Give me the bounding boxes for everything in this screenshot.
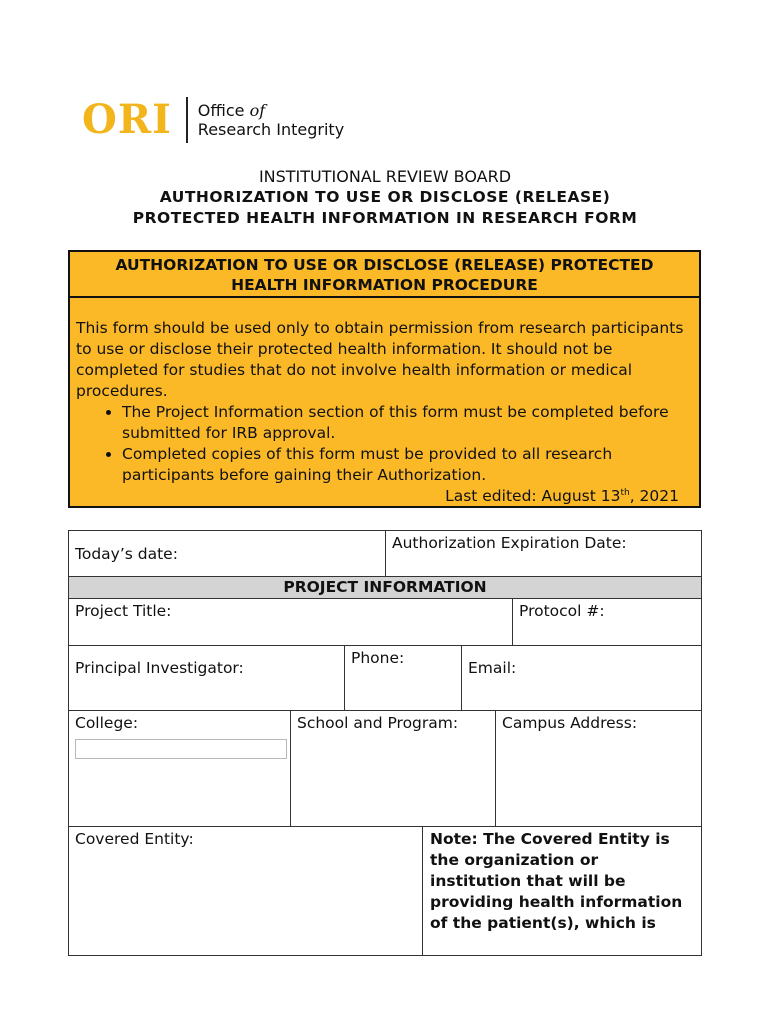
expiration-date-label: Authorization Expiration Date: <box>392 534 627 552</box>
email-field[interactable] <box>461 645 702 711</box>
procedure-box <box>68 250 701 508</box>
project-information-header: PROJECT INFORMATION <box>68 576 702 599</box>
title-board: INSTITUTIONAL REVIEW BOARD <box>258 167 512 186</box>
covered-entity-note <box>422 826 702 956</box>
last-edited-year: , 2021 <box>629 487 679 505</box>
campus-address-field[interactable] <box>495 710 702 827</box>
project-title-field[interactable] <box>68 598 513 646</box>
title-authorization: AUTHORIZATION TO USE OR DISCLOSE (RELEASE) <box>159 188 611 206</box>
campus-address-label: Campus Address: <box>502 714 638 732</box>
document-title <box>0 167 770 229</box>
last-edited-date <box>76 486 693 507</box>
procedure-bullet-2: • Completed copies of this form must be provided to all research participants before gaining their Authorization. <box>122 444 693 486</box>
covered-entity-label: Covered Entity: <box>75 830 194 848</box>
logo-of-word: of <box>249 101 266 120</box>
protocol-number-label: Protocol #: <box>519 602 605 620</box>
procedure-heading <box>70 252 699 298</box>
logo-mark: ORI <box>82 96 172 143</box>
expiration-date-field[interactable] <box>385 530 702 577</box>
phone-label: Phone: <box>351 649 405 667</box>
covered-entity-note-text: Note: The Covered Entity is the organization or institution that will be providing health information of the patient(s), which is <box>430 830 683 932</box>
procedure-heading-line2: HEALTH INFORMATION PROCEDURE <box>231 276 538 294</box>
todays-date-field[interactable] <box>68 530 386 577</box>
protocol-number-field[interactable] <box>512 598 702 646</box>
school-program-field[interactable] <box>290 710 496 827</box>
procedure-bullet-1: • The Project Information section of this form must be completed before submitted for IRB approval. <box>122 402 693 444</box>
procedure-bullets <box>76 402 693 486</box>
covered-entity-field[interactable] <box>68 826 423 956</box>
college-input[interactable] <box>75 739 287 759</box>
school-program-label: School and Program: <box>297 714 459 732</box>
todays-date-label: Today’s date: <box>75 545 178 563</box>
logo-divider <box>186 97 188 143</box>
last-edited-prefix: Last edited: August 13 <box>445 487 621 505</box>
procedure-intro: This form should be used only to obtain permission from research participants to use or disclose their protected health information. It should not be completed for studies that do not involve health information or medical procedures. <box>76 319 684 400</box>
last-edited-ordinal: th <box>620 487 630 498</box>
principal-investigator-field[interactable] <box>68 645 345 711</box>
college-label: College: <box>75 714 139 732</box>
logo-line-office <box>198 101 344 120</box>
logo-office-word: Office <box>197 101 245 120</box>
logo-line-research: Research Integrity <box>197 120 345 139</box>
project-title-label: Project Title: <box>75 602 172 620</box>
phone-field[interactable] <box>344 645 462 711</box>
email-label: Email: <box>468 659 517 677</box>
procedure-heading-line1: AUTHORIZATION TO USE OR DISCLOSE (RELEASE) PROTECTED <box>115 256 654 274</box>
principal-investigator-label: Principal Investigator: <box>75 659 244 677</box>
ori-logo <box>82 96 344 144</box>
logo-text <box>198 101 344 139</box>
procedure-body <box>70 298 699 507</box>
college-field <box>68 710 291 827</box>
title-phi-form: PROTECTED HEALTH INFORMATION IN RESEARCH FORM <box>132 209 638 227</box>
